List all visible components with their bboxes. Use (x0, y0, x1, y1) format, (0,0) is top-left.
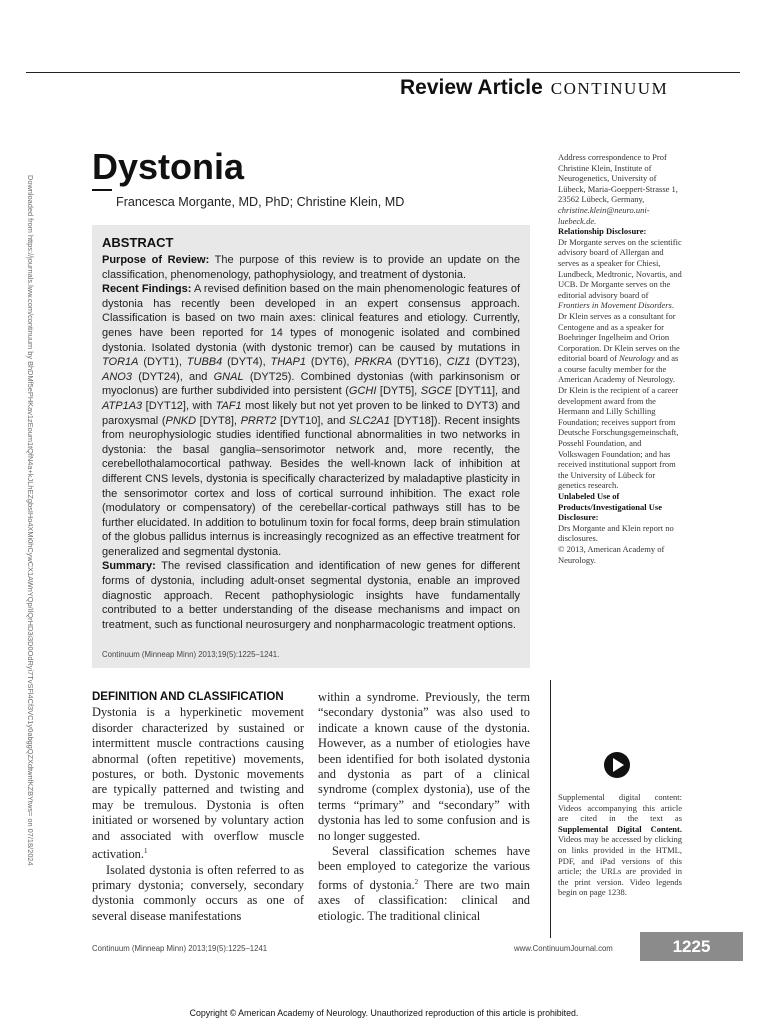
findings-text: (DYT24), and (131, 370, 214, 383)
unlabeled-heading: Unlabeled Use of Products/Investigational Use Disclosure: (558, 491, 662, 523)
supplemental-text: Videos may be accessed by clicking on links provided in the HTML, PDF, and iPad versions of this article; the URLs are provided in the print version. Video legends begin on page 1238. (558, 834, 682, 898)
footer-url[interactable]: www.ContinuumJournal.com (514, 944, 613, 953)
paragraph-text: Several classification schemes have been employed to categorize the various forms of dystonia. (318, 844, 530, 892)
body-column-right (318, 690, 530, 924)
purpose-label: Purpose of Review: (102, 254, 210, 266)
author-list: Francesca Morgante, MD, PhD; Christine Klein, MD (116, 195, 405, 209)
body-paragraph (92, 705, 304, 862)
findings-text: [DYT10], and (276, 414, 349, 427)
abstract-summary (102, 559, 520, 632)
journal-name: Frontiers in Movement Disorders (558, 300, 672, 311)
findings-text: (DYT16), (392, 356, 447, 369)
journal-logo: CONTINUUM (550, 79, 669, 98)
header-rule (26, 72, 740, 73)
gene-name: SLC2A1 (349, 414, 390, 427)
journal-header (400, 76, 668, 100)
gene-name: THAP1 (270, 356, 307, 369)
relationship-text (558, 237, 682, 491)
gene-name: TUBB4 (186, 356, 223, 369)
reference-marker[interactable]: 2 (414, 877, 419, 886)
findings-text: (DYT25). Combined dystonias (with parkinsonism or myoclonus) are further subdivided into persistent ( (102, 370, 520, 398)
paragraph-text: There are two main axes of classification: clinical and etiologic. The traditional clinical (318, 878, 530, 923)
relationship-heading: Relationship Disclosure: (558, 226, 647, 237)
findings-text: most likely but not yet proven to be linked to DYT3) and paroxysmal ( (102, 399, 520, 427)
body-paragraph: Isolated dystonia is often referred to as primary dystonia; conversely, secondary dystonia commonly occurs as one of several disease manifestations (92, 862, 304, 923)
gene-name: ATP1A3 (102, 399, 143, 412)
gene-name: TAF1 (215, 399, 242, 412)
section-label: Review Article (400, 76, 543, 99)
findings-text: [DYT8], (196, 414, 241, 427)
reference-marker[interactable]: 1 (143, 847, 148, 856)
findings-text: (DYT4), (222, 356, 271, 369)
findings-text: (DYT23), (470, 356, 520, 369)
article-title: Dystonia (92, 146, 245, 187)
paragraph-text: Dystonia is a hyperkinetic movement disorder characterized by sustained or intermittent muscle contractions causing abnormal (often repetitive) movements, postures, or both. Dystonic movements are typically patterned and twisting and may be tremulous. Dystonia is often initiated or worsened by voluntary action and associated with overflow muscle activation. (92, 705, 304, 862)
download-note-text: Downloaded from https://journals.lww.com/continuum by BhDMf5ePHKav1zEoum1tQfN4a+kJLhEZgbsIHo4XMi0hCywCX1AWnYQp/IlQrHD3i3D0OdRyi7TvSFl4Cf3VC1y0abggQZXdtwnfKZBYtws= on 07/18/2024 (26, 175, 35, 866)
gene-name: SGCE (420, 385, 452, 398)
supplemental-text: Supplemental digital content: Videos accompanying this article are cited in the text as (558, 792, 682, 824)
supplemental-note (558, 792, 682, 898)
gene-name: TOR1A (102, 356, 139, 369)
body-paragraph: within a syndrome. Previously, the term “secondary dystonia” was also used to indicate a known cause of the dystonia. However, as a number of etiologies have been identified for both isolated dystonia and dystonia as part of a clinical syndrome (complex dystonia), use of the terms “primary” and “secondary” with dystonia has led to some confusion and is no longer suggested. (318, 690, 530, 843)
findings-label: Recent Findings: (102, 283, 192, 296)
email-link[interactable]: christine.klein@neuro.uni-luebeck.de. (558, 204, 650, 226)
purpose-text: The purpose of this review is to provide an update on the classification, phenomenology, pathophysiology, and treatment of dystonia. (102, 254, 520, 281)
gene-name: ANO3 (102, 370, 132, 383)
download-note (12, 175, 42, 866)
findings-text: [DYT5], (376, 385, 421, 398)
abstract-text (102, 253, 520, 632)
unlabeled-text: Drs Morgante and Klein report no disclosures. (558, 522, 674, 544)
disclosure-text: . Dr Klein serves as a consultant for Centogene and as a speaker for Boehringer Ingelheim and Orion Corporation. Dr Klein serves on the editorial board of (558, 300, 680, 364)
findings-text: A revised definition based on the main phenomenologic features of dystonia has recently been developed in an expert consensus approach. Classification is based on two main axes: clinical features and etiology. Currently, genes have been reported for 14 types of monogenic isolated and combined dystonia. Isolated dystonia (with dystonic tremor) can be caused by mutations in (102, 283, 521, 354)
sidebar-copyright: © 2013, American Academy of Neurology. (558, 543, 665, 565)
gene-name: CIZ1 (446, 356, 471, 369)
gene-name: GNAL (213, 370, 244, 383)
section-heading: DEFINITION AND CLASSIFICATION (92, 691, 284, 703)
body-column-left (92, 690, 304, 924)
supplemental-label: Supplemental Digital Content. (558, 823, 682, 834)
findings-text: [DYT18]). Recent insights from neurophysiologic studies identified functional abnormalities in two networks in dystonia: the basal ganglia–sensorimotor network and, more recently, the cerebellothalamocortical pathway. Besides the well-known lack of inhibition at different CNS levels, dystonia is specifically characterized by maladaptive plasticity in the sensorimotor cortex and loss of cortical surround inhibition. The exact role (modulatory or compensatory) of the cerebellar-cortical pathways still has to be further elucidated. In addition to botulinum toxin for focal forms, deep brain stimulation of the globus pallidus internus is increasingly recognized as an effective treatment for generalized and segmental dystonia. (102, 414, 520, 558)
abstract-findings (102, 282, 520, 559)
findings-text: [DYT12], with (142, 399, 216, 412)
title-rule (92, 189, 112, 191)
gene-name: PRKRA (354, 356, 393, 369)
abstract-citation: Continuum (Minneap Minn) 2013;19(5):1225–1241. (102, 650, 280, 659)
address-note (558, 152, 682, 226)
abstract-heading: ABSTRACT (102, 235, 174, 250)
findings-text: [DYT11], and (451, 385, 520, 398)
address-text: Address correspondence to Prof Christine Klein, Institute of Neurogenetics, University of Lübeck, Maria-Goeppert-Strasse 1, 23562 Lübeck, Germany, (558, 152, 678, 205)
column-divider (550, 680, 551, 938)
gene-name: GCHI (348, 385, 377, 398)
abstract-purpose (102, 253, 520, 282)
gene-name: PNKD (165, 414, 197, 427)
summary-label: Summary: (102, 560, 156, 573)
sidebar-notes (558, 152, 682, 565)
disclosure-text: and as a course faculty member for the American Academy of Neurology. Dr Klein is the recipient of a career development award from the Hermann and Lilly Schilling Foundation; receives support from Deutsche Forschungsgemeinschaft, Possehl Foundation, and Volkswagen Foundation; and has received institutional support from the University of Lübeck for genetics research. (558, 353, 679, 491)
journal-name: Neurology (619, 353, 655, 364)
summary-text: The revised classification and identification of new genes for different forms of dystonia, including adult-onset segmental dystonia, enable an improved diagnostic approach. Recent pathophysiologic insights have fundamentally contributed to a better understanding of the disease mechanisms and impact on treatment, such as functional neurosurgery and nonpharmacologic treatment options. (102, 560, 520, 631)
play-triangle-icon (613, 758, 624, 772)
findings-text: (DYT1), (138, 356, 187, 369)
footer-citation: Continuum (Minneap Minn) 2013;19(5):1225–1241 (92, 944, 268, 953)
gene-name: PRRT2 (240, 414, 277, 427)
disclosure-text: Dr Morgante serves on the scientific advisory board of Allergan and serves as a speaker for Chiesi, Lundbeck, Medtronic, Novartis, and UCB. Dr Morgante serves on the editorial advisory board of (558, 236, 682, 300)
findings-text: (DYT6), (306, 356, 355, 369)
page-number: 1225 (672, 937, 711, 956)
copyright-notice: Copyright © American Academy of Neurology. Unauthorized reproduction of this article is prohibited. (189, 1008, 579, 1018)
body-paragraph (318, 844, 530, 924)
